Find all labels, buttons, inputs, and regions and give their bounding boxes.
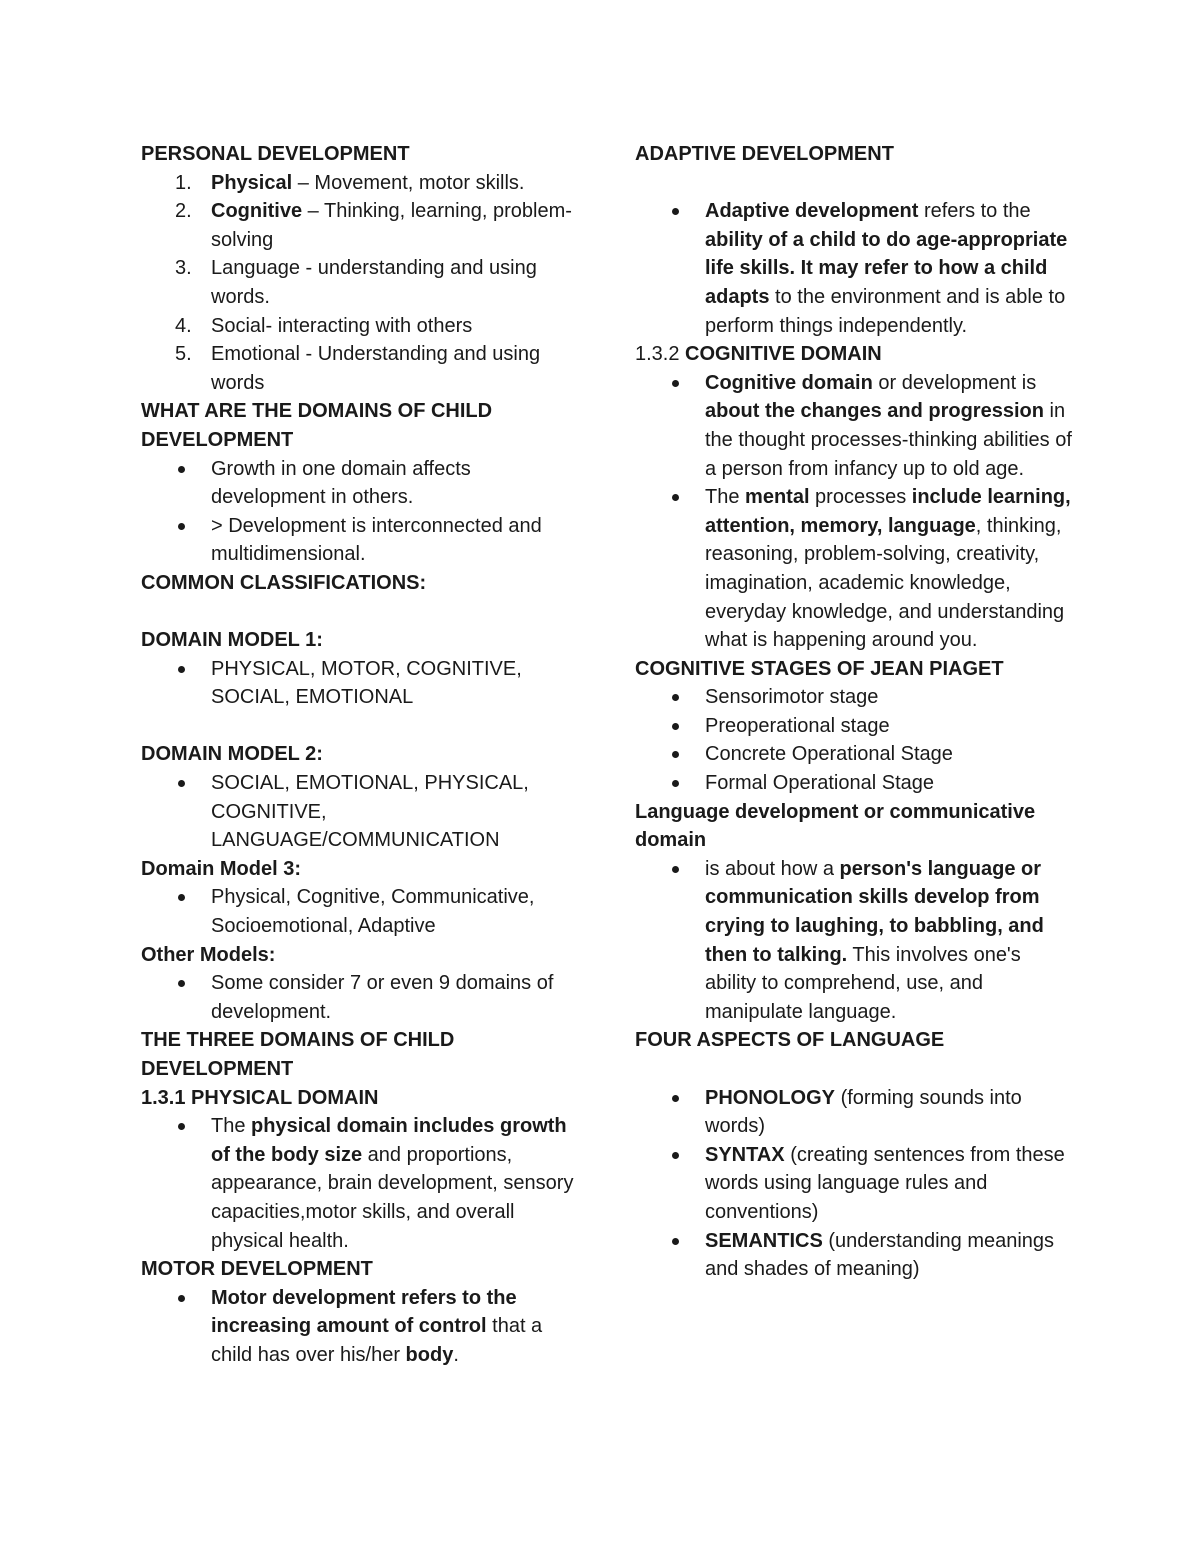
physical-domain-heading: 1.3.1 PHYSICAL DOMAIN <box>141 1086 379 1109</box>
list-item: The physical domain includes growth of the body size and proportions, appearance, brain development, sensory capacities,motor skills, and overall physical health. <box>141 1112 581 1255</box>
list-item: 2. Cognitive – Thinking, learning, problem-solving <box>175 200 572 251</box>
four-aspects-heading: FOUR ASPECTS OF LANGUAGE <box>635 1029 945 1052</box>
motor-development-list <box>141 1284 581 1370</box>
list-item: is about how a person's language or communication skills develop from crying to laughing, to babbling, and then to talking. This involves one's ability to comprehend, use, and manipulate language. <box>635 855 1075 1027</box>
cognitive-domain-list <box>635 369 1075 655</box>
language-development-heading: Language development or communicative domain <box>635 800 1036 852</box>
domains-heading: WHAT ARE THE DOMAINS OF CHILD DEVELOPMENT <box>141 400 493 451</box>
list-item: Sensorimotor stage <box>635 683 1075 712</box>
list-item: The mental processes include learning, attention, memory, language, thinking, reasoning, problem-solving, creativity, imagination, academic knowledge, everyday knowledge, and understanding what is happening around you. <box>635 483 1075 655</box>
list-item: PHYSICAL, MOTOR, COGNITIVE, SOCIAL, EMOTIONAL <box>141 655 581 712</box>
domain-model-3-list <box>141 883 581 940</box>
list-item: Formal Operational Stage <box>635 769 1075 798</box>
list-item: Motor development refers to the increasing amount of control that a child has over his/her body. <box>141 1284 581 1370</box>
piaget-stages-heading: COGNITIVE STAGES OF JEAN PIAGET <box>635 657 1004 680</box>
list-item: Cognitive domain or development is about the changes and progression in the thought processes-thinking abilities of a person from infancy up to old age. <box>635 369 1075 483</box>
personal-development-list <box>141 169 581 398</box>
list-item: SOCIAL, EMOTIONAL, PHYSICAL, COGNITIVE, LANGUAGE/COMMUNICATION <box>141 769 581 855</box>
other-models-list <box>141 969 581 1026</box>
list-item: 3. Language - understanding and using words. <box>175 257 537 308</box>
domain-model-2-heading: DOMAIN MODEL 2: <box>141 743 323 766</box>
list-item: 4. Social- interacting with others <box>175 314 473 337</box>
list-item: SYNTAX (creating sentences from these words using language rules and conventions) <box>635 1141 1075 1227</box>
left-column <box>141 140 581 1370</box>
list-item: PHONOLOGY (forming sounds into words) <box>635 1084 1075 1141</box>
list-item: > Development is interconnected and multidimensional. <box>141 512 581 569</box>
right-column <box>635 140 1075 1284</box>
list-item: Physical, Cognitive, Communicative, Socioemotional, Adaptive <box>141 883 581 940</box>
domain-model-2-list <box>141 769 581 855</box>
common-classifications-heading: COMMON CLASSIFICATIONS: <box>141 571 427 594</box>
list-item: Growth in one domain affects development in others. <box>141 455 581 512</box>
domains-list <box>141 455 581 569</box>
domain-model-1-list <box>141 655 581 712</box>
other-models-heading: Other Models: <box>141 943 276 966</box>
list-item: 5. Emotional - Understanding and using words <box>175 343 541 394</box>
motor-development-heading: MOTOR DEVELOPMENT <box>141 1258 373 1281</box>
piaget-stages-list <box>635 683 1075 797</box>
adaptive-development-heading: ADAPTIVE DEVELOPMENT <box>635 143 894 165</box>
list-item: Some consider 7 or even 9 domains of development. <box>141 969 581 1026</box>
list-item: SEMANTICS (understanding meanings and shades of meaning) <box>635 1227 1075 1284</box>
cognitive-domain-heading: 1.3.2 COGNITIVE DOMAIN <box>635 343 882 366</box>
domain-model-3-heading: Domain Model 3: <box>141 857 302 880</box>
list-item: 1. Physical – Movement, motor skills. <box>175 171 525 194</box>
three-domains-heading: THE THREE DOMAINS OF CHILD DEVELOPMENT <box>141 1029 455 1080</box>
language-development-list <box>635 855 1075 1027</box>
list-item: Concrete Operational Stage <box>635 740 1075 769</box>
personal-development-heading: PERSONAL DEVELOPMENT <box>141 143 410 165</box>
list-item: Adaptive development refers to the ability of a child to do age-appropriate life skills. It may refer to how a child adapts to the environment and is able to perform things independently. <box>635 197 1075 340</box>
domain-model-1-heading: DOMAIN MODEL 1: <box>141 629 323 652</box>
physical-domain-list <box>141 1112 581 1255</box>
adaptive-development-list <box>635 197 1075 340</box>
four-aspects-list <box>635 1084 1075 1284</box>
list-item: Preoperational stage <box>635 712 1075 741</box>
